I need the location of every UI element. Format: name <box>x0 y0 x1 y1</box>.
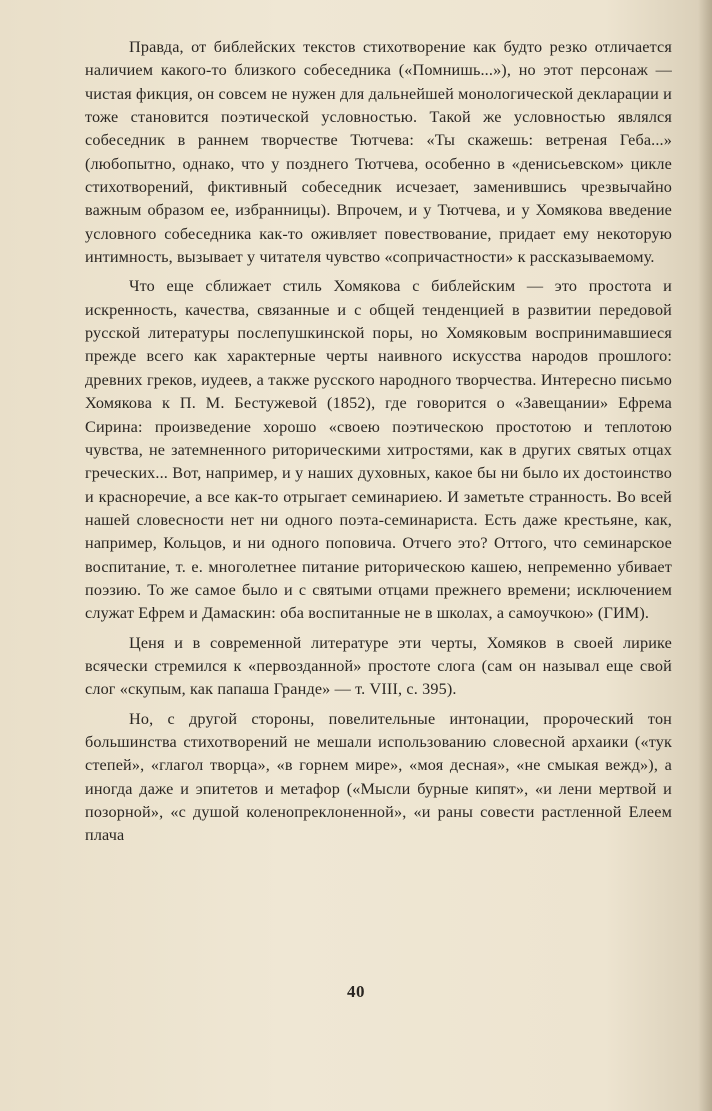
paragraph-4: Но, с другой стороны, повелительные интонации, пророческий тон большинства стихотворений не мешали использованию словесной архаики («тук степей», «глагол творца», «в горнем мире», «моя десная», «не смыкая вежд»), а иногда даже и эпитетов и метафор («Мысли бурные кипят», «и лени мертвой и позорной», «с душой коленопреклоненной», «и раны совести растленной Елеем плача <box>85 709 672 845</box>
paragraph-1: Правда, от библейских текстов стихотворение как будто резко отличается наличием какого-то близкого собеседника («Помнишь...»), но этот персонаж — чистая фикция, он совсем не нужен для дальнейшей монологической декларации и тоже становится поэтической условностью. Такой же условностью являлся собеседник в раннем творчестве Тютчева: «Ты скажешь: ветреная Геба...» (любопытно, однако, что у позднего Тютчева, особенно в «денисьевском» цикле стихотворений, фиктивный собеседник исчезает, заменившись чрезвычайно важным образом ее, избранницы). Впрочем, и у Тютчева, и у Хомякова введение условного собеседника как-то оживляет повествование, придает ему некоторую интимность, вызывает у читателя чувство «сопричастности» к рассказываемому. <box>85 38 672 267</box>
paragraph-2: Что еще сближает стиль Хомякова с библейским — это простота и искренность, качества, связанные и с общей тенденцией в развитии передовой русской литературы послепушкинской поры, но Хомяковым воспринимавшиеся прежде всего как характерные черты наивного искусства народов прошлого: древних греков, иудеев, а также русского народного творчества. Интересно письмо Хомякова к П. М. Бестужевой (1852), где говорится о «Завещании» Ефрема Сирина: произведение хорошо «своею поэтическою простотою и теплотою чувства, не затемненного риторическими хитростями, как в других святых отцах греческих... Вот, например, и у наших духовных, какое бы ни было их достоинство и красноречие, а все как-то отрыгает семинариею. И заметьте странность. Во всей нашей словесности нет ни одного поэта-семинариста. Есть даже крестьяне, как, например, Кольцов, и ни одного поповича. Отчего это? Оттого, что семинарское воспитание, т. е. многолетнее питание риторическою кашею, непременно убивает поэзию. То же самое было и с святыми отцами прежнего времени; исключением служат Ефрем и Дамаскин: оба воспитанные не в школах, а самоучкою» (ГИМ). <box>85 277 672 623</box>
paragraph-3: Ценя и в современной литературе эти черты, Хомяков в своей лирике всячески стремился к «первозданной» простоте слога (сам он называл еще свой слог «скупым, как папаша Гранде» — т. VIII, с. 395). <box>85 633 672 699</box>
body-text <box>85 36 672 848</box>
page-edge-shadow <box>698 0 712 1111</box>
page-number: 40 <box>347 982 365 1001</box>
